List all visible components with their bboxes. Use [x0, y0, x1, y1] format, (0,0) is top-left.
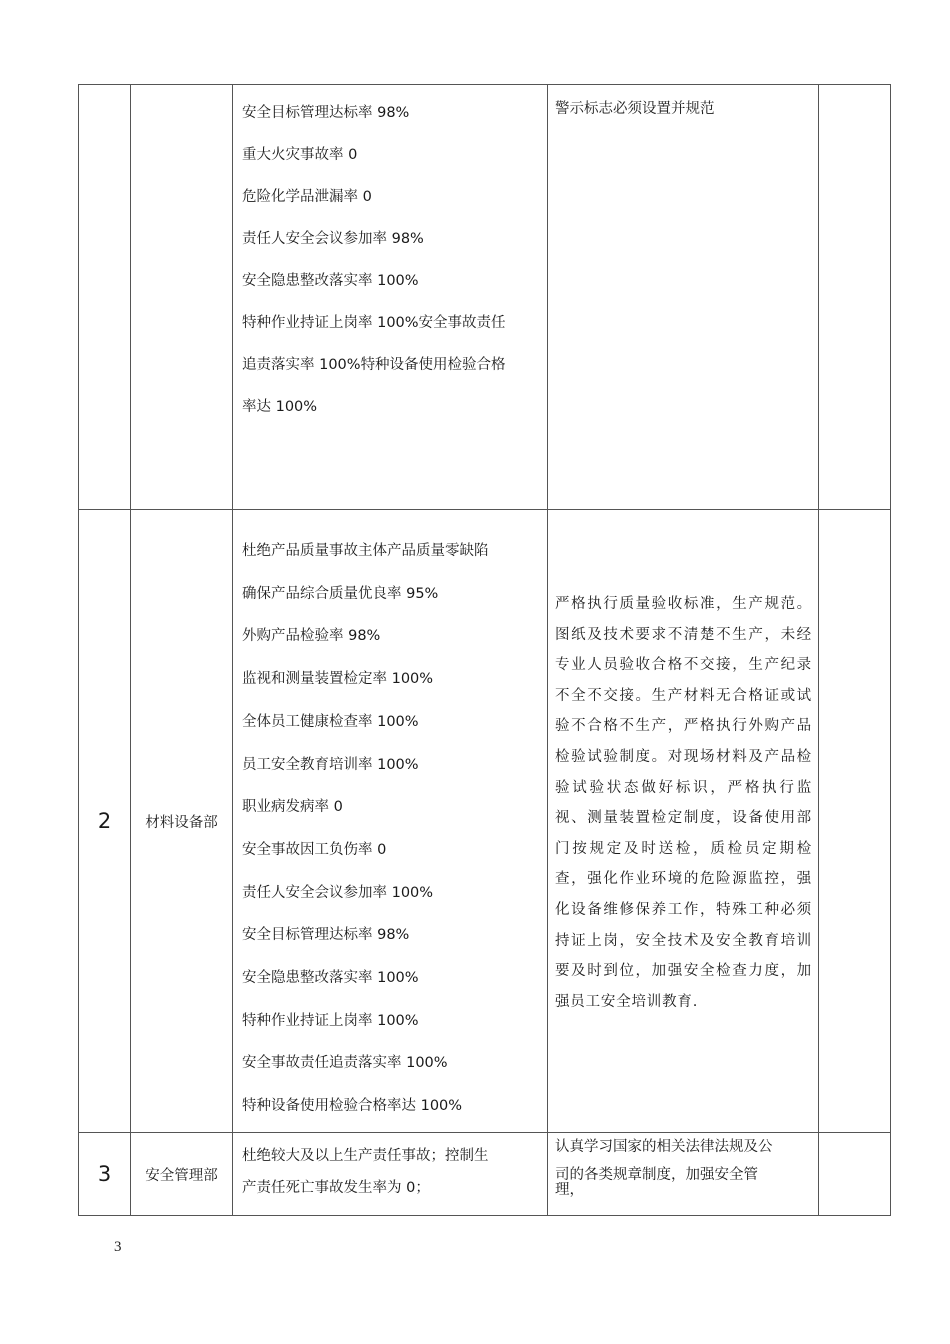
- goal-item: 特种设备使用检验合格率达 100%: [242, 1098, 463, 1115]
- goal-item: 员工安全教育培训率 100%: [242, 756, 419, 773]
- goals-cell: [233, 510, 548, 1133]
- row-number: [79, 85, 131, 510]
- goal-item: 杜绝产品质量事故主体产品质量零缺陷: [242, 543, 489, 559]
- table-row: [79, 85, 891, 510]
- goal-item: 安全目标管理达标率 98%: [242, 927, 410, 944]
- measures-cell: [548, 1133, 819, 1216]
- remarks-cell: [819, 1133, 891, 1216]
- goal-item: 职业病发病率 0: [242, 799, 343, 816]
- row-number: 2: [79, 510, 131, 1133]
- goal-item: 危险化学品泄漏率 0: [242, 189, 372, 205]
- measures-cell: [548, 85, 819, 510]
- goal-item: 安全事故责任追责落实率 100%: [242, 1055, 448, 1072]
- goals-list: [233, 510, 547, 1128]
- measures-text: 严格执行质量验收标准，生产规范。图纸及技术要求不清楚不生产，未经专业人员验收合格不交接，生产纪录不全不交接。生产材料无合格证或试验不合格不生产，严格执行外购产品检验试验制度。对现场材料及产品检验试验状态做好标识，严格执行监视、测量装置检定制度，设备使用部门按规定及时送检，质检员定期检查，强化作业环境的危险源监控，强化设备维修保养工作，特殊工种必须持证上岗，安全技术及安全教育培训要及时到位，加强安全检查力度，加强员工安全培训教育.: [555, 596, 812, 1010]
- measures-text: 警示标志必须设置并规范: [555, 101, 715, 117]
- safety-goals-table: [78, 84, 891, 1216]
- goal-item: 杜绝较大及以上生产责任事故；控制生: [242, 1148, 489, 1164]
- goal-item: 责任人安全会议参加率 100%: [242, 884, 434, 901]
- goal-item: 安全事故因工负伤率 0: [242, 841, 387, 858]
- table-row: [79, 510, 891, 1133]
- goals-list: [233, 85, 547, 428]
- goals-list: [233, 1133, 547, 1204]
- goal-item: 确保产品综合质量优良率 95%: [242, 585, 439, 602]
- goal-item: 率达 100%: [242, 399, 318, 415]
- table-row: [79, 1133, 891, 1216]
- department-cell: 安全管理部: [131, 1133, 233, 1216]
- goal-item: 特种作业持证上岗率 100%: [242, 1012, 419, 1029]
- goal-item: 安全隐患整改落实率 100%: [242, 970, 419, 987]
- measures-line: 认真学习国家的相关法律法规及公: [555, 1139, 773, 1155]
- goal-item: 重大火灾事故率 0: [242, 147, 358, 163]
- goals-cell: [233, 85, 548, 510]
- measures-text: [548, 1133, 818, 1197]
- goal-item: 外购产品检验率 98%: [242, 628, 381, 645]
- measures-cell: [548, 510, 819, 1133]
- row-number: 3: [79, 1133, 131, 1216]
- goal-item: 责任人安全会议参加率 98%: [242, 231, 424, 247]
- goal-item: 全体员工健康检查率 100%: [242, 713, 419, 730]
- department-cell: [131, 85, 233, 510]
- remarks-cell: [819, 85, 891, 510]
- goal-item: 监视和测量装置检定率 100%: [242, 671, 434, 688]
- goals-cell: [233, 1133, 548, 1216]
- goal-item: 特种作业持证上岗率 100%安全事故责任: [242, 315, 506, 331]
- goal-item: 安全目标管理达标率 98%: [242, 105, 410, 121]
- page-number: 3: [114, 1239, 122, 1255]
- goal-item: 安全隐患整改落实率 100%: [242, 273, 419, 289]
- measures-line: 司的各类规章制度，加强安全管: [555, 1167, 758, 1183]
- remarks-cell: [819, 510, 891, 1133]
- measures-line: 理，: [555, 1182, 584, 1198]
- goal-item: 产责任死亡事故发生率为 0；: [242, 1180, 430, 1196]
- department-cell: 材料设备部: [131, 510, 233, 1133]
- goal-item: 追责落实率 100%特种设备使用检验合格: [242, 357, 506, 373]
